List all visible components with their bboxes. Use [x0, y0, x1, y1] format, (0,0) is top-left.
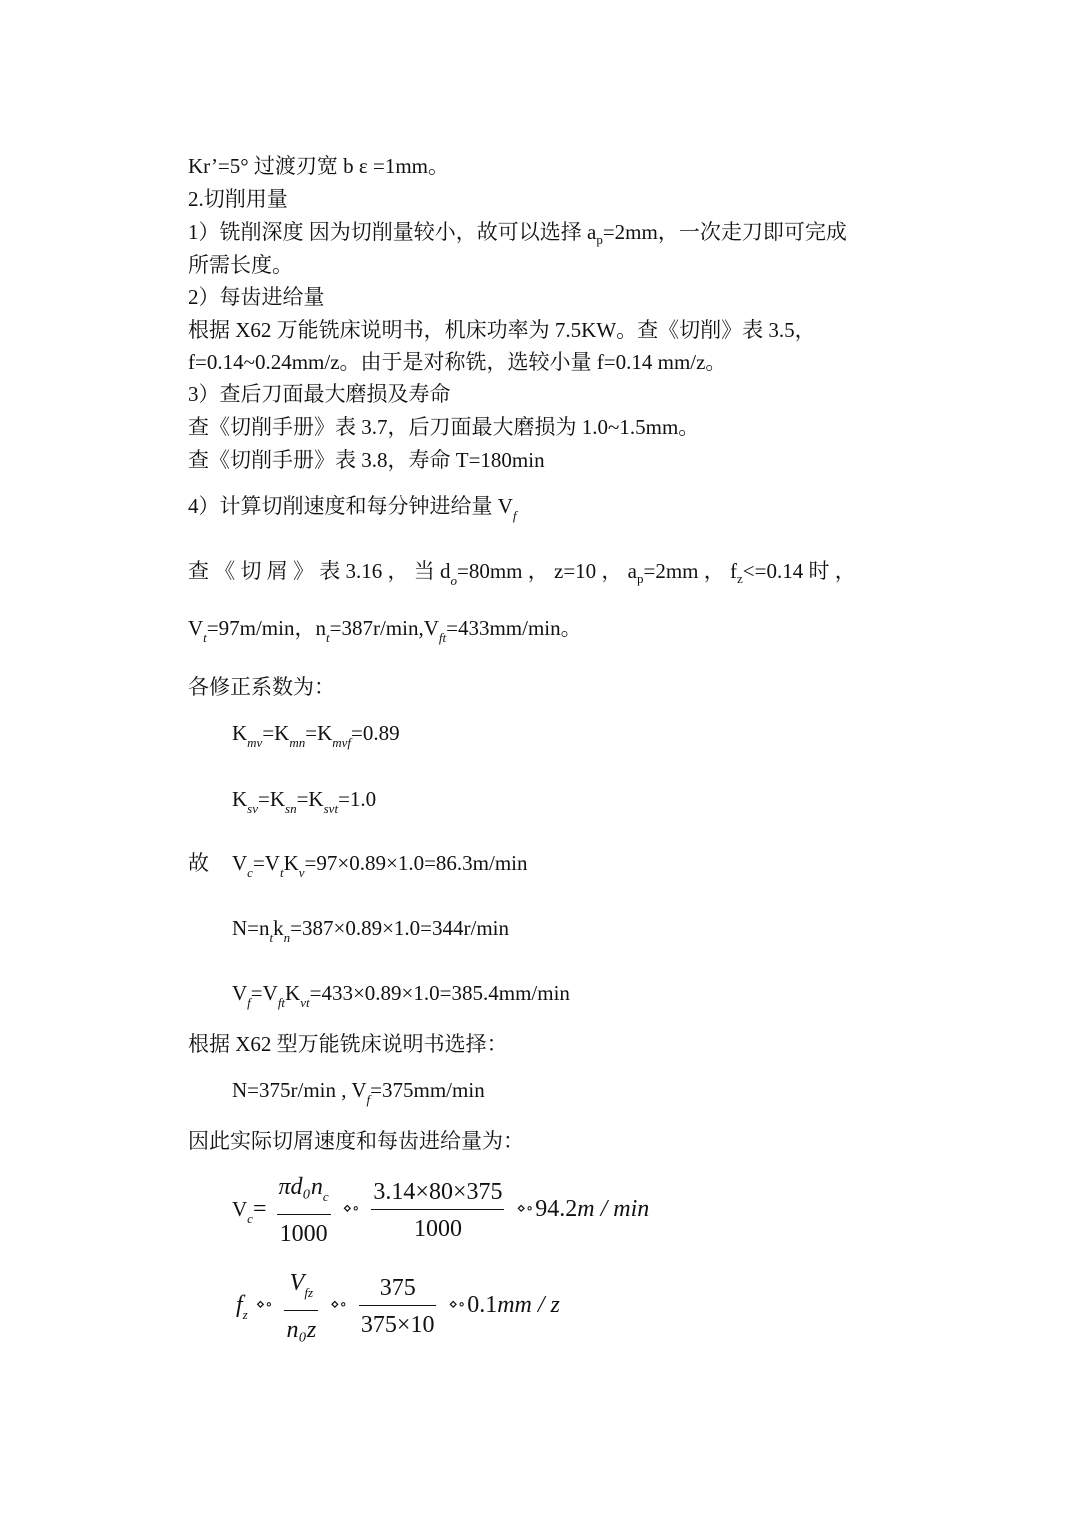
line-text: =387×0.89×1.0=344r/min [290, 916, 510, 940]
line-text: 根据 X62 型万能铣床说明书选择： [188, 1032, 508, 1056]
line-text: =97m/min，n [206, 616, 326, 640]
line-text: =80mm ， z=10 ， a [457, 559, 637, 583]
text-line [188, 251, 293, 279]
subscript: mv [247, 735, 263, 750]
line-text: =V [250, 981, 278, 1005]
subheading [188, 492, 517, 530]
line-text: 3）查后刀面最大磨损及寿命 [188, 382, 451, 406]
line-text: =2mm ， f [643, 559, 738, 583]
heading-text: 2.切削用量 [188, 187, 288, 211]
equals-sign: = [252, 1196, 267, 1223]
line-text: =433×0.89×1.0=385.4mm/min [309, 981, 570, 1005]
equation-lhs: f [236, 1292, 243, 1319]
subscript: p [596, 232, 603, 247]
text-line [188, 218, 847, 254]
denominator: n₀z [286, 1317, 317, 1343]
subscript: t [269, 930, 274, 945]
fraction [371, 1177, 504, 1244]
line-text: =97×0.89×1.0=86.3m/min [304, 851, 528, 875]
line-text: 根据 X62 万能铣床说明书，机床功率为 7.5KW。查《切削》表 3.5， [188, 318, 816, 342]
line-text: 查《切削手册》表 3.7，后刀面最大磨损为 1.0~1.5mm。 [188, 415, 700, 439]
result-value: 0.1 [467, 1292, 498, 1319]
line-text: V [232, 851, 248, 875]
subscript: n [283, 930, 291, 945]
text-line [188, 557, 856, 595]
subscript: mn [289, 735, 306, 750]
equals-glyph: ⋄∘ [516, 1201, 534, 1218]
text-line [188, 614, 582, 652]
subscript: c [247, 1211, 253, 1227]
line-text: 因此实际切屑速度和每齿进给量为： [188, 1129, 524, 1153]
formula-line [232, 849, 528, 887]
text-line [188, 1030, 508, 1058]
subheading [188, 380, 451, 408]
line-text: =V [252, 851, 280, 875]
equation-lhs: V [232, 1197, 248, 1222]
line-text: 故 [188, 851, 209, 875]
line-text: Kr’=5° 过渡刃宽 b ε =1mm。 [188, 154, 450, 178]
line-text: =387r/min,V [329, 616, 439, 640]
line-text: 所需长度。 [188, 253, 293, 277]
line-text: N=375r/min , V [232, 1078, 367, 1102]
line-text: =K [305, 721, 333, 745]
subheading [188, 283, 325, 311]
subscript: ft [438, 630, 447, 645]
line-text: 1）铣削深度 因为切削量较小，故可以选择 a [188, 220, 597, 244]
text-line [188, 1127, 524, 1155]
subscript: fz [304, 1285, 313, 1300]
formula-line [232, 914, 509, 952]
text-line [188, 413, 699, 441]
line-text: K [232, 787, 248, 811]
formula-line [232, 785, 376, 823]
formula-line [232, 1076, 485, 1114]
equals-glyph: ⋄∘ [342, 1201, 360, 1218]
subscript: t [203, 630, 207, 645]
line-text: =K [262, 721, 290, 745]
subscript: v [298, 865, 305, 880]
subscript: t [325, 630, 330, 645]
line-text: =375mm/min [370, 1078, 485, 1102]
text-line [188, 348, 726, 376]
subscript: z [242, 1307, 248, 1323]
equals-glyph: ⋄∘ [330, 1297, 347, 1314]
numerator-text: πd₀n [278, 1174, 323, 1200]
subscript: p [637, 571, 644, 586]
fraction [359, 1273, 437, 1340]
line-text: 2）每齿进给量 [188, 285, 325, 309]
subscript: z [737, 571, 743, 586]
line-text: K [283, 851, 299, 875]
numerator: 375 [359, 1273, 437, 1306]
subscript: mvf [332, 735, 352, 750]
line-text: V [188, 616, 204, 640]
subscript: sv [247, 801, 259, 816]
line-text: f=0.14~0.24mm/z。由于是对称铣，选较小量 f=0.14 mm/z。 [188, 350, 727, 374]
line-text: <=0.14 时 ， [742, 559, 856, 583]
numerator: 3.14×80×375 [371, 1177, 504, 1210]
formula-line [232, 979, 570, 1017]
line-text: =433mm/min。 [446, 616, 582, 640]
line-text: K [285, 981, 301, 1005]
equation-feed-per-tooth [236, 1268, 560, 1345]
numerator [277, 1172, 331, 1215]
subscript: sn [285, 801, 297, 816]
subscript: c [322, 1189, 329, 1204]
subscript: vt [300, 995, 310, 1010]
equals-glyph: ⋄∘ [255, 1297, 273, 1314]
text-line [188, 673, 335, 701]
result-value: 94.2 [535, 1196, 578, 1223]
formula-line [188, 849, 209, 877]
denominator: 1000 [279, 1221, 328, 1247]
result-unit: mm / z [497, 1292, 560, 1319]
subscript: t [279, 865, 284, 880]
formula-line [232, 719, 400, 757]
line-text: V [232, 981, 248, 1005]
result-unit: m / min [577, 1196, 650, 1223]
subscript: svt [323, 801, 339, 816]
subscript: f [366, 1092, 371, 1107]
text-line [188, 446, 545, 474]
line-text: 4）计算切削速度和每分钟进给量 V [188, 494, 513, 518]
line-text: =K [258, 787, 286, 811]
fraction [284, 1268, 318, 1345]
line-text: =1.0 [338, 787, 377, 811]
numerator [284, 1268, 318, 1311]
equals-glyph: ⋄∘ [448, 1297, 466, 1314]
line-text: =K [296, 787, 324, 811]
subscript: f [247, 995, 251, 1010]
line-text: =0.89 [351, 721, 400, 745]
fraction [277, 1172, 331, 1249]
line-text: 各修正系数为： [188, 675, 335, 699]
denominator: 375×10 [360, 1312, 435, 1338]
line-text: 查《切削手册》表 3.8，寿命 T=180min [188, 448, 545, 472]
line-text: N=n [232, 916, 270, 940]
equation-velocity [232, 1172, 649, 1249]
line-text: K [232, 721, 248, 745]
text-line [188, 152, 449, 180]
line-text: =2mm，一次走刀即可完成 [602, 220, 847, 244]
line-text: 查 《 切 屑 》 表 3.16 ， 当 d [188, 559, 451, 583]
denominator: 1000 [413, 1216, 462, 1242]
section-heading [188, 185, 288, 213]
numerator-text: V [289, 1270, 305, 1296]
subscript: ft [277, 995, 286, 1010]
text-line [188, 316, 816, 344]
subscript: c [247, 865, 253, 880]
subscript: f [512, 508, 517, 523]
line-text: k [273, 916, 284, 940]
subscript: o [450, 573, 457, 588]
